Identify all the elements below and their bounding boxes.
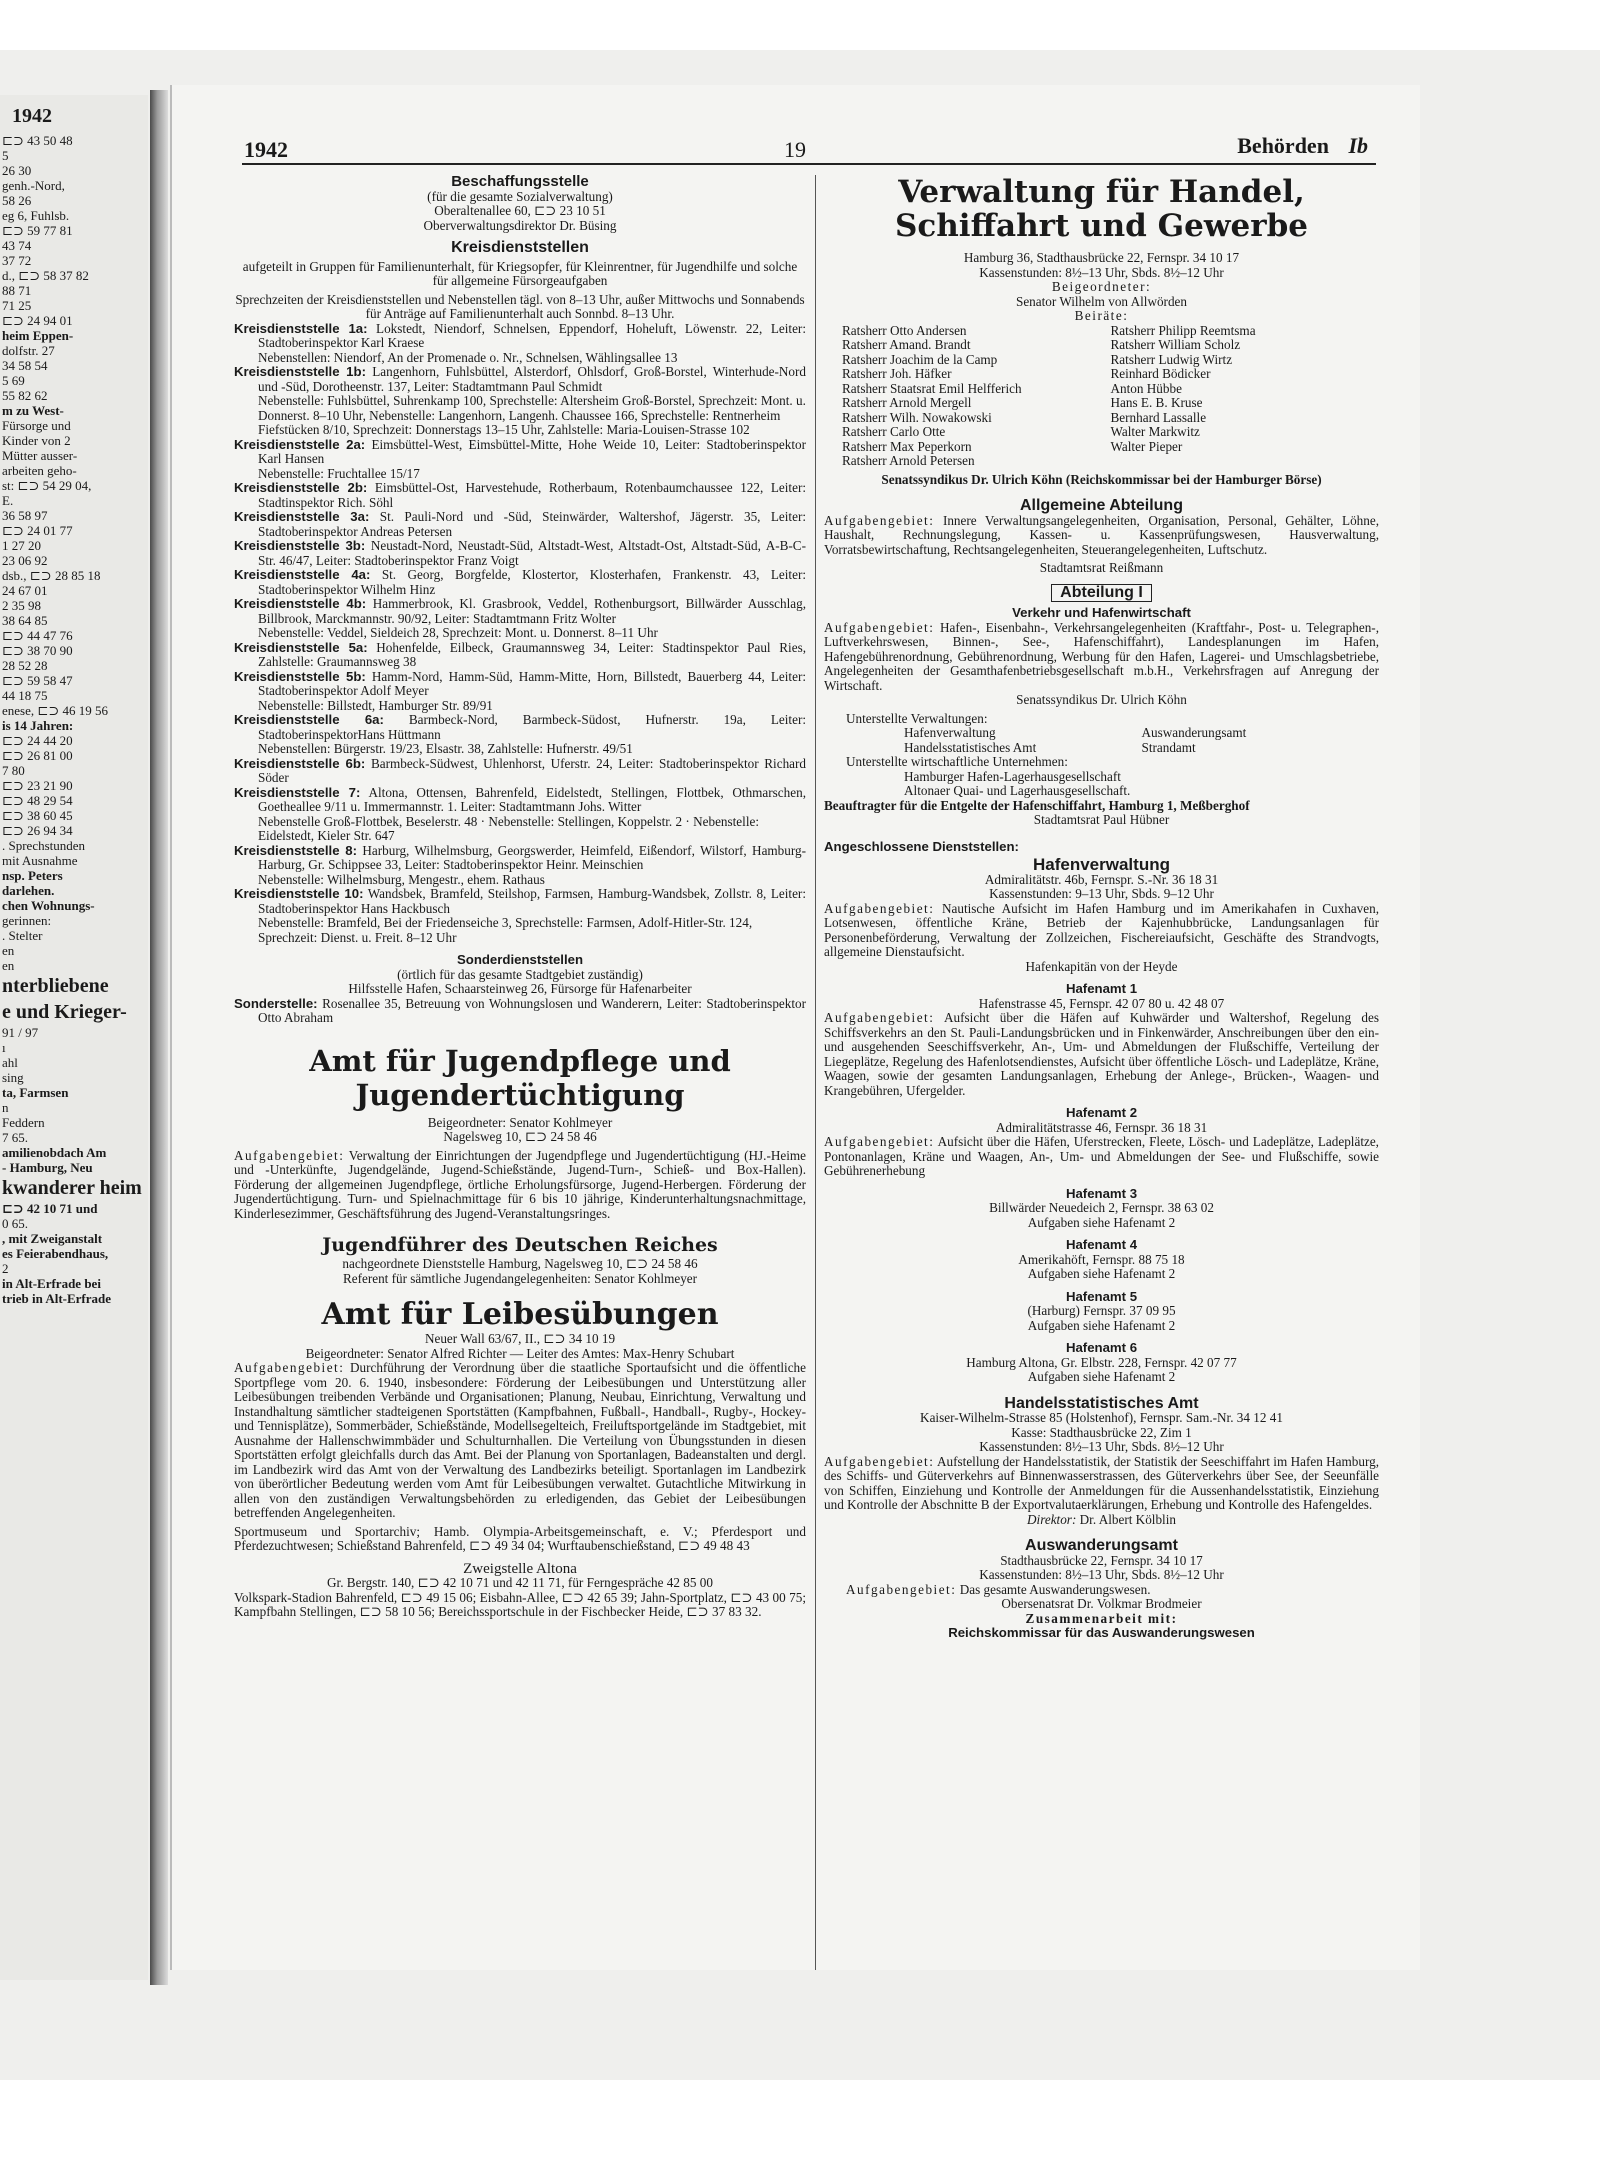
left-page-line: dsb., ⊏⊃ 28 85 18 — [2, 568, 101, 583]
jugend-addr: Nagelsweg 10, ⊏⊃ 24 58 46 — [443, 1129, 597, 1144]
left-page-line: ⊏⊃ 38 70 90 — [2, 643, 73, 658]
left-page-line: Kinder von 2 — [2, 433, 71, 448]
left-page-line: ⊏⊃ 59 77 81 — [2, 223, 73, 238]
left-page-line: mit Ausnahme — [2, 853, 78, 868]
leibes-task-text: Durchführung der Verordnung über die staatliche Sportaufsicht und die öffentliche Sportpflege vom 20. 6. 1940, insbesondere: Förderung der Leibesübungen und Unterstützung aller Leibesübungen treibenden Verbände und Organisationen; Planung, Neubau, Einrichtung, Verwaltung und Instandhaltung sämtlicher stadteigenen Sportstätten (Kampfbahnen, Fußball-, Handball-, Rugby-, Hockey- und Tennisplätze), Sommerbäder, Schießstände, Modellsegelteich, Freiluftsportgelände im Stadtgebiet, mit Ausnahme der Hallenschwimmbäder und Schulturnhallen. Die Verteilung von Übungsstunden in diesen Sportstätten erfolgt gleichfalls durch das Amt. Bei der Planung von Sportanlagen, Badeanstalten und dergl. im Landbezirk wird das Amt von der Verwaltung des Landbezirks beteiligt. Sportanlagen im Landbezirk von überörtlicher Bedeutung werden vom Amt für Leibesübungen verwaltet. Gutachtliche Mitwirkung in allen von den zuständigen Verwaltungsbehörden zu erledigenden, das Gebiet der Leibesübungen betreffenden Angelegenheiten. — [234, 1360, 806, 1520]
zweig-title: Zweigstelle Altona — [463, 1560, 577, 1577]
hafenamt-1-task — [824, 1011, 1379, 1098]
hafenverw-title: Hafenverwaltung — [1033, 855, 1170, 874]
unterst-item: Strandamt — [1141, 739, 1196, 755]
kreis-entry-sub: Nebenstellen: Bürgerstr. 19/23, Elsastr. 38, Zahlstelle: Hufnerstr. 49/51 — [258, 741, 633, 756]
unterst2-label: Unterstellte wirtschaftliche Unternehmen: — [846, 754, 1068, 769]
hsa-task — [824, 1455, 1379, 1513]
kreis-entry — [234, 438, 806, 467]
kreis-entry — [234, 568, 806, 597]
beirat-member: Bernhard Lassalle — [1110, 409, 1207, 425]
left-page-line: darlehen. — [2, 883, 55, 898]
kreis-entry-name: Kreisdienststelle 3a: — [234, 509, 370, 524]
beirat-member: Ratsherr Joachim de la Camp — [842, 351, 998, 367]
left-page-line: 7 80 — [2, 763, 25, 778]
leibes-addr: Neuer Wall 63/67, II., ⊏⊃ 34 10 19 — [424, 1331, 616, 1346]
left-page-line: dolfstr. 27 — [2, 343, 55, 358]
left-page-year: 1942 — [12, 105, 52, 127]
kreis-entry-name: Kreisdienststelle 1b: — [234, 364, 366, 379]
leibes-task — [234, 1361, 806, 1521]
kreis-entry-name: Kreisdienststelle 5b: — [234, 668, 366, 684]
left-page-line: en — [2, 958, 15, 973]
left-page-line: 23 06 92 — [2, 553, 48, 568]
allg-task — [824, 514, 1379, 558]
hafenamt-4-addr: Amerikahöft, Fernspr. 88 75 18 — [1018, 1251, 1185, 1267]
left-page-line: 2 — [2, 1261, 9, 1276]
left-page-fragment — [0, 95, 148, 1980]
beirat-member: Ratsherr Wilh. Nowakowski — [842, 409, 992, 425]
zweig-text: Gr. Bergstr. 140, ⊏⊃ 42 10 71 und 42 11 71, für Ferngespräche 42 85 00 — [327, 1575, 713, 1590]
left-page-line: 58 26 — [2, 193, 32, 208]
kreis-entry-sub: Nebenstelle: Veddel, Sieldeich 28, Sprechzeit: Mont. u. Donnerst. 8–11 Uhr — [258, 625, 658, 640]
left-page-line: 43 74 — [2, 238, 32, 253]
kreis-entry — [234, 844, 806, 873]
left-page-line: en — [2, 943, 15, 958]
main-page — [170, 85, 1420, 1970]
kreis-entry-text: Eimsbüttel-Ost, Harvestehude, Rotherbaum, Rotenbaumchaussee 122, Leiter: Stadtinspektor Rich. Söhl — [258, 480, 806, 510]
hsa-title: Handelsstatistisches Amt — [1004, 1394, 1199, 1412]
kreis-entry — [234, 670, 806, 699]
handel-kassen: Kassenstunden: 8½–13 Uhr, Sbds. 8½–12 Uhr — [979, 264, 1224, 280]
unterst-item: Handelsstatistisches Amt — [904, 739, 1037, 755]
kreis-entry-text: Barmbeck-Nord, Barmbeck-Südost, Hufnerstr. 19a, Leiter: StadtoberinspektorHans Hüttmann — [258, 712, 806, 742]
kreis-entry-name: Kreisdienststelle 6b: — [234, 755, 366, 771]
hafenverw-task-label: Aufgabengebiet: — [824, 900, 935, 916]
left-page-line: 1 27 20 — [2, 538, 41, 553]
left-page-line: nterbliebene — [2, 975, 109, 997]
beirat-member: Anton Hübbe — [1110, 380, 1182, 396]
left-page-line: e und Krieger- — [2, 1001, 127, 1023]
hafenamt-1-title: Hafenamt 1 — [1065, 981, 1138, 996]
hafenamt-3-addr: Billwärder Neuedeich 2, Fernspr. 38 63 02 — [989, 1200, 1214, 1215]
kreis-entry-name: Kreisdienststelle 7: — [234, 784, 361, 800]
abteilung-1-box: Abteilung I — [1051, 584, 1152, 603]
aus-title: Auswanderungsamt — [1025, 1537, 1178, 1554]
beschaffung-line-3: Oberverwaltungsdirektor Dr. Büsing — [423, 217, 617, 233]
page-number: 19 — [784, 137, 806, 162]
allg-task-text: Innere Verwaltungsangelegenheiten, Organisation, Personal, Gehälter, Löhne, Haushalt, Rechnungslegung, Kassen- u. Kassenprüfungswesen, Hausverwaltung, Vorratsbewirtschaftung, Rechtsangelegenheiten, Steuerangelegenheiten, Luftschutz. — [824, 512, 1379, 557]
header-rule — [242, 163, 1376, 165]
kreis-entry-sub: Nebenstelle: Fuhlsbüttel, Suhrenkamp 100, Sprechstelle: Altersheim Groß-Borstel, Sprechzeit: Mont. u. Donnerst. 8–10 Uhr, Nebenstelle: Langenhorn, Langenh. Chaussee 166, Sprechstelle: Rentnerheim Fiefstücken 8/10, Sprechzeit: Donnerstags 13–15 Uhr, Zahlstelle: Maria-Louisen-Strasse 102 — [258, 393, 806, 437]
hsa-director — [824, 1513, 1379, 1528]
hafenamt-2-title: Hafenamt 2 — [1065, 1105, 1138, 1120]
left-page-line: ı — [2, 1040, 6, 1055]
kreis-entry-name: Kreisdienststelle 1a: — [234, 320, 368, 336]
hafenverw-person: Hafenkapitän von der Heyde — [1025, 958, 1178, 974]
hafenamt-6-title: Hafenamt 6 — [1065, 1340, 1138, 1355]
kreis-entry-text: Eimsbüttel-West, Eimsbüttel-Mitte, Hohe Weide 10, Leiter: Stadtoberinspektor Karl Hansen — [258, 436, 806, 466]
hafenamt-5-title: Hafenamt 5 — [1065, 1288, 1138, 1304]
left-page-line: Feddern — [2, 1115, 45, 1130]
leibes-task-label: Aufgabengebiet: — [234, 1360, 345, 1375]
unterst2-item: Altonaer Quai- und Lagerhausgesellschaft. — [904, 783, 1131, 798]
left-page-line: ⊏⊃ 38 60 45 — [2, 808, 73, 823]
beirat-member: Reinhard Bödicker — [1110, 366, 1211, 381]
handel-addr: Hamburg 36, Stadthausbrücke 22, Fernspr. 34 10 17 — [963, 250, 1240, 265]
kreis-entry-text: Hamm-Nord, Hamm-Süd, Hamm-Mitte, Horn, Billstedt, Bauerberg 44, Leiter: Stadtoberinspektor Adolf Meyer — [258, 668, 807, 698]
kreis-list — [234, 322, 806, 946]
allg-task-label: Aufgabengebiet: — [824, 512, 935, 528]
hafenverw-task-text: Nautische Aufsicht im Hafen Hamburg und im Amerikahafen in Cuxhaven, Lotsenwesen, öffentliche Kräne, Betrieb der Kajenhubbrücke, Landungsanlagen für Personenbeförderung, Verwaltung der Zollzeichen, Fischereiaufsicht, Geschäfte des Strandvogts, allgemeine Dienstaufsicht. — [824, 900, 1380, 959]
left-page-line: ⊏⊃ 59 58 47 — [2, 673, 73, 688]
unterst-item: Hafenverwaltung — [904, 725, 996, 740]
jugend-beig: Beigeordneter: Senator Kohlmeyer — [427, 1114, 613, 1130]
beschaffung-title: Beschaffungsstelle — [451, 173, 589, 190]
beirat-member: Walter Markwitz — [1110, 424, 1200, 439]
beirat-member: Ratsherr Arnold Petersen — [842, 453, 975, 468]
header-year: 1942 — [244, 137, 288, 162]
hafenamt-4-note: Aufgaben siehe Hafenamt 2 — [1027, 1266, 1176, 1281]
allg-title: Allgemeine Abteilung — [1020, 497, 1183, 514]
left-page-line: chen Wohnungs- — [2, 898, 95, 913]
kreis-entry-sub: Nebenstellen: Niendorf, An der Promenade o. Nr., Schnelsen, Wählingsallee 13 — [258, 349, 678, 365]
left-page-line: ⊏⊃ 24 01 77 — [2, 523, 73, 538]
kreis-hours: Sprechzeiten der Kreisdienststellen und Nebenstellen tägl. von 8–13 Uhr, außer Mittwochs und Sonnabends — [235, 291, 805, 307]
hsa-kasse: Kasse: Stadthausbrücke 22, Zim 1 — [1011, 1424, 1192, 1440]
unterst2-item: Hamburger Hafen-Lagerhausgesellschaft — [904, 768, 1121, 784]
kreis-entry — [234, 510, 806, 539]
left-page-line: 34 58 54 — [2, 358, 48, 373]
kreis-entry — [234, 322, 806, 351]
left-page-line: ⊏⊃ 23 21 90 — [2, 778, 73, 793]
sonder-line: Hilfsstelle Hafen, Schaarsteinweg 26, Fürsorge für Hafenarbeiter — [348, 981, 692, 996]
hsa-addr: Kaiser-Wilhelm-Strasse 85 (Holstenhof), Fernspr. Sam.-Nr. 34 12 41 — [920, 1410, 1283, 1425]
allg-person: Stadtamtsrat Reißmann — [1039, 560, 1164, 575]
left-page-line: 26 30 — [2, 163, 32, 178]
handel-title: Verwaltung für Handel, Schiffahrt und Gewerbe — [895, 174, 1308, 244]
left-page-line: - Hamburg, Neu — [2, 1160, 93, 1175]
left-page-line: 5 69 — [2, 373, 25, 388]
beirat-member: Walter Pieper — [1110, 438, 1183, 454]
kreis-entry-sub: Nebenstelle: Fruchtallee 15/17 — [258, 465, 420, 481]
column-divider — [815, 175, 816, 1970]
jugendfuehrer-title: Jugendführer des Deutschen Reiches — [322, 1234, 718, 1256]
kreis-entry-sub: Nebenstelle: Billstedt, Hamburger Str. 89/91 — [258, 697, 493, 713]
hafenamt-5-note: Aufgaben siehe Hafenamt 2 — [1027, 1317, 1176, 1333]
hafenamt-2-addr: Admiralitätstrasse 46, Fernspr. 36 18 31 — [995, 1119, 1208, 1135]
beauftragter-person: Stadtamtsrat Paul Hübner — [1033, 812, 1170, 827]
jugendfuehrer-line-1: nachgeordnete Dienststelle Hamburg, Nagelsweg 10, ⊏⊃ 24 58 46 — [342, 1256, 698, 1271]
kreis-entry-name: Kreisdienststelle 5a: — [234, 639, 368, 655]
left-page-line: 36 58 97 — [2, 508, 48, 523]
hafenverw-addr: Admiralitätstr. 46b, Fernspr. S.-Nr. 36 18 31 — [984, 871, 1219, 887]
kreis-title: Kreisdienststellen — [451, 239, 589, 256]
kreis-entry-name: Kreisdienststelle 4a: — [234, 567, 371, 582]
left-page-line: d., ⊏⊃ 58 37 82 — [2, 268, 89, 283]
left-page-line: . Stelter — [2, 928, 43, 943]
kreis-entry-name: Kreisdienststelle 4b: — [234, 596, 367, 611]
kreis-entry-text: Hammerbrook, Kl. Grasbrook, Veddel, Rothenburgsort, Billwärder Ausschlag, Billbrook, Marckmannstr. 90/92, Leiter: Stadtamtmann Fritz Wolter — [258, 596, 806, 626]
kreis-entry-sub: Nebenstelle Groß-Flottbek, Beselerstr. 48 · Nebenstelle: Stellingen, Koppelstr. 2 · Nebenstelle: Eidelstedt, Kieler Str. 647 — [258, 813, 760, 843]
left-page-line: 5 — [2, 148, 9, 163]
left-page-line: . Sprechstunden — [2, 838, 86, 853]
kreis-entry-sub: Nebenstelle: Wilhelmsburg, Mengestr., ehem. Rathaus — [258, 871, 545, 887]
zusammenarbeit-text: Reichskommissar für das Auswanderungswesen — [948, 1625, 1255, 1640]
left-page-line: enese, ⊏⊃ 46 19 56 — [2, 703, 109, 718]
aus-task-label: Aufgabengebiet: — [846, 1581, 957, 1597]
left-page-line: ⊏⊃ 26 94 34 — [2, 823, 73, 838]
left-page-line: 7 65. — [2, 1130, 28, 1145]
unterst-item: Auswanderungsamt — [1141, 725, 1247, 740]
beirat-list — [824, 324, 1379, 469]
sonder-sub: (örtlich für das gesamte Stadtgebiet zuständig) — [397, 966, 643, 982]
kreis-entry-text: Neustadt-Nord, Neustadt-Süd, Altstadt-West, Altstadt-Ost, Altstadt-Süd, A-B-C-Str. 46/47, Leiter: Stadtoberinspektor Franz Voigt — [258, 538, 806, 568]
verkehr-title: Verkehr und Hafenwirtschaft — [1012, 605, 1191, 620]
left-page-line: ⊏⊃ 43 50 48 — [2, 133, 73, 148]
left-page-line: ta, Farmsen — [2, 1085, 69, 1100]
beirat-label: Beiräte: — [1074, 308, 1129, 323]
left-page-line: 71 25 — [2, 298, 32, 313]
header-section — [1237, 133, 1368, 159]
left-page-line: ahl — [2, 1055, 18, 1070]
left-page-line: n — [2, 1100, 9, 1115]
verkehr-task-text: Hafen-, Eisenbahn-, Verkehrsangelegenheiten (Kraftfahr-, Post- u. Telegraphen-, Luftverkehrswesen, Binnen-, See-, Hafenschiffahrt), Landesplanungen im Hafen, Hafengebührenordnung, Gebührenordnung, Werbung für den Hafen, Lagerei- und Umschlagsbetriebe, Angelegenheiten der Gesamthafenbetriebsgesellschaft m.b.H., Verkehrsfragen auf Anregung der Wirtschaft. — [824, 619, 1379, 693]
kreis-entry — [234, 641, 806, 670]
beirat-member: Ratsherr Philipp Reemtsma — [1110, 322, 1256, 338]
left-page-line: 24 67 01 — [2, 583, 48, 598]
kreis-entry-sub: Nebenstelle: Bramfeld, Bei der Friedenseiche 3, Sprechstelle: Farmsen, Adolf-Hitler-Str. 124, Sprechzeit: Dienst. u. Freit. 8–12 Uhr — [258, 915, 753, 945]
left-page-line: is 14 Jahren: — [2, 718, 74, 733]
hafenamt-3-note: Aufgaben siehe Hafenamt 2 — [1027, 1214, 1176, 1230]
left-page-line: ⊏⊃ 44 47 76 — [2, 628, 73, 643]
left-page-line: 44 18 75 — [2, 688, 48, 703]
hafenamt-3-title: Hafenamt 3 — [1065, 1185, 1138, 1201]
beirat-left — [842, 324, 1111, 469]
hsa-director-label: Direktor: — [1027, 1511, 1077, 1527]
kreis-entry-name: Kreisdienststelle 2b: — [234, 480, 368, 495]
jugendfuehrer-line-2: Referent für sämtliche Jugendangelegenheiten: Senator Kohlmeyer — [342, 1270, 698, 1286]
leibes-beig: Beigeordneter: Senator Alfred Richter — Leiter des Amtes: Max-Henry Schubart — [305, 1345, 735, 1361]
beig-name: Senator Wilhelm von Allwörden — [1015, 293, 1187, 309]
kreis-entry — [234, 713, 806, 742]
kreis-entry-text: St. Pauli-Nord und -Süd, Steinwärder, Waltershof, Jägerstr. 35, Leiter: Stadtoberinspektor Andreas Petersen — [258, 509, 806, 539]
kreis-hours-2: für Anträge auf Familienunterhalt auch Sonnbd. 8–13 Uhr. — [365, 306, 675, 321]
angeschlossene-label: Angeschlossene Dienststellen: — [824, 838, 1019, 854]
left-page-line: E. — [2, 493, 14, 508]
left-page-line: ⊏⊃ 24 94 01 — [2, 313, 73, 328]
hsa-director-name: Dr. Albert Kölblin — [1079, 1511, 1176, 1527]
beirat-member: Ratsherr Otto Andersen — [842, 322, 967, 338]
hafenamt-1-task-label: Aufgabengebiet: — [824, 1010, 935, 1025]
kreis-entry-name: Kreisdienststelle 10: — [234, 886, 364, 901]
left-page-line: 37 72 — [2, 253, 32, 268]
hafenverw-kassen: Kassenstunden: 9–13 Uhr, Sbds. 9–12 Uhr — [989, 886, 1214, 901]
left-page-line: ⊏⊃ 48 29 54 — [2, 793, 73, 808]
kreis-entry-name: Kreisdienststelle 6a: — [234, 712, 384, 727]
left-page-line: ⊏⊃ 26 81 00 — [2, 748, 73, 763]
left-page-line: heim Eppen- — [2, 328, 74, 343]
left-column — [234, 175, 806, 1620]
beirat-member: Ratsherr Joh. Häfker — [842, 366, 952, 381]
left-page-line: ⊏⊃ 24 44 20 — [2, 733, 73, 748]
beirat-member: Ratsherr William Scholz — [1110, 337, 1241, 352]
sonderstelle-text: Rosenallee 35, Betreuung von Wohnungslosen und Wanderern, Leiter: Stadtoberinspektor Otto Abraham — [258, 995, 807, 1025]
left-page-lines — [0, 133, 148, 1306]
left-page-line: 38 64 85 — [2, 613, 48, 628]
verkehr-task-label: Aufgabengebiet: — [824, 619, 935, 635]
kreis-entry — [234, 539, 806, 568]
hafenamt-1-addr: Hafenstrasse 45, Fernspr. 42 07 80 u. 42 48 07 — [978, 995, 1225, 1011]
kreis-entry — [234, 365, 806, 394]
beirat-member: Ratsherr Max Peperkorn — [842, 438, 972, 454]
beirat-member: Ratsherr Ludwig Wirtz — [1110, 351, 1233, 367]
kreis-entry-text: Harburg, Wilhelmsburg, Georgswerder, Heimfeld, Eißendorf, Wilstorf, Hamburg-Harburg, Gr. Schippsee 33, Leiter: Stadtoberinspektor Heinr. Meinschien — [258, 842, 807, 872]
verkehr-person: Senatssyndikus Dr. Ulrich Köhn — [1016, 692, 1187, 707]
beirat-member: Ratsherr Staatsrat Emil Helfferich — [842, 380, 1022, 396]
hafenamt-6-note: Aufgaben siehe Hafenamt 2 — [1027, 1369, 1176, 1384]
gutter-shadow — [150, 90, 168, 1985]
beirat-member: Ratsherr Arnold Mergell — [842, 395, 972, 410]
kreis-entry-text: Altona, Ottensen, Bahrenfeld, Eidelstedt, Stellingen, Flottbek, Othmarschen, Goetheallee 9/11 u. Immermannstr. 1. Leiter: Stadtamtmann Johs. Witter — [258, 784, 807, 814]
aus-task-text: Das gesamte Auswanderungswesen. — [959, 1581, 1151, 1597]
kreis-entry-name: Kreisdienststelle 2a: — [234, 436, 366, 452]
section-name: Behörden — [1237, 133, 1329, 158]
beirat-member: Hans E. B. Kruse — [1110, 395, 1203, 410]
section-code: Ib — [1348, 133, 1368, 158]
kreis-entry — [234, 757, 806, 786]
kreis-entry-name: Kreisdienststelle 3b: — [234, 538, 366, 553]
zusammenarbeit-label: Zusammenarbeit mit: — [1025, 1610, 1178, 1626]
left-page-line: nsp. Peters — [2, 868, 63, 883]
left-page-line: arbeiten geho- — [2, 463, 77, 478]
left-page-line: 91 / 97 — [2, 1025, 39, 1040]
kreis-entry-text: Lokstedt, Niendorf, Schnelsen, Eppendorf, Hoheluft, Löwenstr. 22, Leiter: Stadtoberinspektor Karl Kraese — [258, 320, 806, 350]
hafenamt-5-addr: (Harburg) Fernspr. 37 09 95 — [1027, 1303, 1176, 1318]
syndikus: Senatssyndikus Dr. Ulrich Köhn (Reichskommissar bei der Hamburger Börse) — [881, 471, 1322, 487]
hafenamt-2-task-text: Aufsicht über die Häfen, Uferstrecken, Fleete, Lösch- und Ladeplätze, Ladeplätze, Pontonanlagen, Kräne und Waagen, An-, Um- und Abmeldungen der See- und Flußschiffe, sowie Gebührenerhebung — [824, 1134, 1379, 1178]
aus-task — [824, 1583, 1379, 1598]
unterst-list — [824, 726, 1379, 755]
beirat-right — [1111, 324, 1380, 469]
kreis-entry-text: Hohenfelde, Eilbeck, Graumannsweg 34, Leiter: Stadtinspektor Paul Ries, Zahlstelle: Graumannsweg 38 — [258, 639, 806, 669]
kreis-entry — [234, 786, 806, 815]
left-page-line: gerinnen: — [2, 913, 52, 928]
left-page-line: trieb in Alt-Erfrade — [2, 1291, 112, 1306]
kreis-entry-name: Kreisdienststelle 8: — [234, 842, 357, 858]
left-page-line: in Alt-Erfrade bei — [2, 1276, 101, 1291]
hafenverw-task — [824, 902, 1379, 960]
leibes-line-2: Sportmuseum und Sportarchiv; Hamb. Olympia-Arbeitsgemeinschaft, e. V.; Pferdesport und Pferdezuchtwesen; Schießstand Bahrenfeld, ⊏⊃ 49 34 04; Wurftaubenschießstand, ⊏⊃ 49 48 43 — [234, 1523, 806, 1553]
beirat-member: Ratsherr Carlo Otte — [842, 424, 946, 439]
hafenamt-6-addr: Hamburg Altona, Gr. Elbstr. 228, Fernspr. 42 07 77 — [966, 1354, 1237, 1370]
kreis-entry-text: St. Georg, Borgfelde, Klostertor, Klosterhafen, Frankenstr. 43, Leiter: Stadtoberinspektor Wilhelm Hinz — [258, 567, 807, 597]
left-page-line: st: ⊏⊃ 54 29 04, — [2, 478, 92, 493]
jugend-title: Amt für Jugendpflege und Jugendertüchtigung — [309, 1043, 731, 1112]
kreis-entry-text: Barmbeck-Südwest, Uhlenhorst, Uferstr. 24, Leiter: Stadtoberinspektor Richard Söder — [258, 755, 807, 785]
right-column — [824, 175, 1379, 1641]
left-page-line: Mütter ausser- — [2, 448, 78, 463]
left-page-line: genh.-Nord, — [2, 178, 65, 193]
left-page-line: es Feierabendhaus, — [2, 1246, 109, 1261]
left-page-line: , mit Zweiganstalt — [2, 1231, 103, 1246]
left-page-line: 88 71 — [2, 283, 32, 298]
sonderstelle-entry — [234, 997, 806, 1026]
unterst-label: Unterstellte Verwaltungen: — [846, 710, 988, 726]
left-page-line: 2 35 98 — [2, 598, 41, 613]
kreis-entry — [234, 597, 806, 626]
left-page-line: kwanderer heim — [2, 1177, 142, 1199]
hafenamt-4-title: Hafenamt 4 — [1065, 1237, 1138, 1252]
kreis-entry-text: Wandsbek, Bramfeld, Steilshop, Farmsen, Hamburg-Wandsbek, Zollstr. 8, Leiter: Stadtoberinspektor Hans Hackbusch — [258, 886, 806, 916]
hsa-task-label: Aufgabengebiet: — [824, 1453, 935, 1469]
zweig-text-2: Volkspark-Stadion Bahrenfeld, ⊏⊃ 49 15 06; Eisbahn-Allee, ⊏⊃ 42 65 39; Jahn-Sportplatz, ⊏⊃ 43 00 75; Kampfbahn Stellingen, ⊏⊃ 58 10 56; Bereichssportschule in der Fischbecker Heide, ⊏⊃ 37 83 32. — [234, 1589, 806, 1619]
sonderstelle-name: Sonderstelle: — [234, 995, 318, 1011]
left-page-line: m zu West- — [2, 403, 64, 418]
jugend-task-label: Aufgabengebiet: — [234, 1147, 345, 1163]
left-page-line: sing — [2, 1070, 24, 1085]
kreis-entry — [234, 481, 806, 510]
hsa-kassen: Kassenstunden: 8½–13 Uhr, Sbds. 8½–12 Uhr — [979, 1439, 1224, 1454]
left-page-line: 55 82 62 — [2, 388, 48, 403]
hafenamt-1-task-text: Aufsicht über die Häfen auf Kuhwärder und Waltershof, Regelung des Schiffsverkehrs an den St. Pauli-Landungsbrücken und in Finkenwärder, Anschreibungen über den ein- und ausgehenden Seeschiffsverkehr, An-, Um- und Abmeldungen der Flußschiffe, Verteilung der Liegeplätze, Regelung des Hafenlotsendienstes, Aufsicht über öffentliche Lösch- und Ladeplätze, Kräne, Waagen, sowie der gesamten Landungsanlagen, Erhebung der Anlege-, Brücken-, Waagen- und Krangebühren, Ufergelder. — [824, 1010, 1379, 1098]
verkehr-task — [824, 621, 1379, 694]
leibes-title: Amt für Leibesübungen — [321, 1297, 719, 1332]
beschaffung-line-2: Oberaltenallee 60, ⊏⊃ 23 10 51 — [434, 203, 606, 218]
left-page-line: 28 52 28 — [2, 658, 48, 673]
left-page-line: Fürsorge und — [2, 418, 71, 433]
left-page-line: ⊏⊃ 42 10 71 und — [2, 1201, 98, 1216]
left-page-line: eg 6, Fuhlsb. — [2, 208, 70, 223]
hafenamt-2-task-label: Aufgabengebiet: — [824, 1134, 935, 1149]
jugend-task-text: Verwaltung der Einrichtungen der Jugendpflege und Jugendertüchtigung (HJ.-Heime und -Unterkünfte, Jugendgelände, Jugend-Schießstände, Jugend-Turn-, Schieß- und Box-Hallen). Förderung der allgemeinen Jugendpflege, örtliche Erholungsfürsorge, Jugend-Herbergen. Förderung der Jugendertüchtigung. Turn- und Spielnachmittage für 6 bis 10 jährige, Kinderunterhaltungsnachmittage, Kinderlesezimmer, Geschäftsführung des Jugend-Veranstaltungsringes. — [234, 1147, 807, 1221]
kreis-intro: aufgeteilt in Gruppen für Familienunterhalt, für Kriegsopfer, für Kleinrentner, für Jugendhilfe und solche für allgemeine Fürsorgeaufgaben — [242, 258, 798, 288]
jugend-task — [234, 1149, 806, 1222]
beschaffung-line-1: (für die gesamte Sozialverwaltung) — [427, 188, 613, 204]
beig-label: Beigeordneter: — [1051, 279, 1152, 294]
kreis-entry — [234, 887, 806, 916]
hsa-task-text: Aufstellung der Handelsstatistik, der Statistik der Seeschiffahrt im Hafen Hamburg, des Schiffs- und Güterverkehrs auf Binnenwasserstrassen, des Güterverkehrs über See, der Seeunfälle von Schiffen, Einziehung und Kontrolle der Anmeldungen für die Aussenhandelsstatistik, Einziehung und Kontrolle der Abschnitte B der Exportvalutaerklärungen, Erhebung und Kontrolle des Hafengeldes. — [824, 1453, 1379, 1512]
left-page-line: 0 65. — [2, 1216, 28, 1231]
beirat-member: Ratsherr Amand. Brandt — [842, 337, 971, 352]
beauftragter: Beauftragter für die Entgelte der Hafenschiffahrt, Hamburg 1, Meßberghof — [824, 797, 1250, 813]
left-page-line: amilienobdach Am — [2, 1145, 107, 1160]
aus-addr: Stadthausbrücke 22, Fernspr. 34 10 17 — [1000, 1552, 1203, 1568]
aus-person: Obersenatsrat Dr. Volkmar Brodmeier — [1001, 1596, 1202, 1611]
kreis-entry-text: Langenhorn, Fuhlsbüttel, Alsterdorf, Ohlsdorf, Groß-Borstel, Winterhude-Nord und -Süd, Dorotheenstr. 137, Leiter: Stadtamtmann Paul Schmidt — [258, 364, 807, 394]
aus-kassen: Kassenstunden: 8½–13 Uhr, Sbds. 8½–12 Uhr — [979, 1567, 1224, 1582]
sonder-title: Sonderdienststellen — [456, 952, 584, 967]
hafenamt-2-task — [824, 1135, 1379, 1179]
